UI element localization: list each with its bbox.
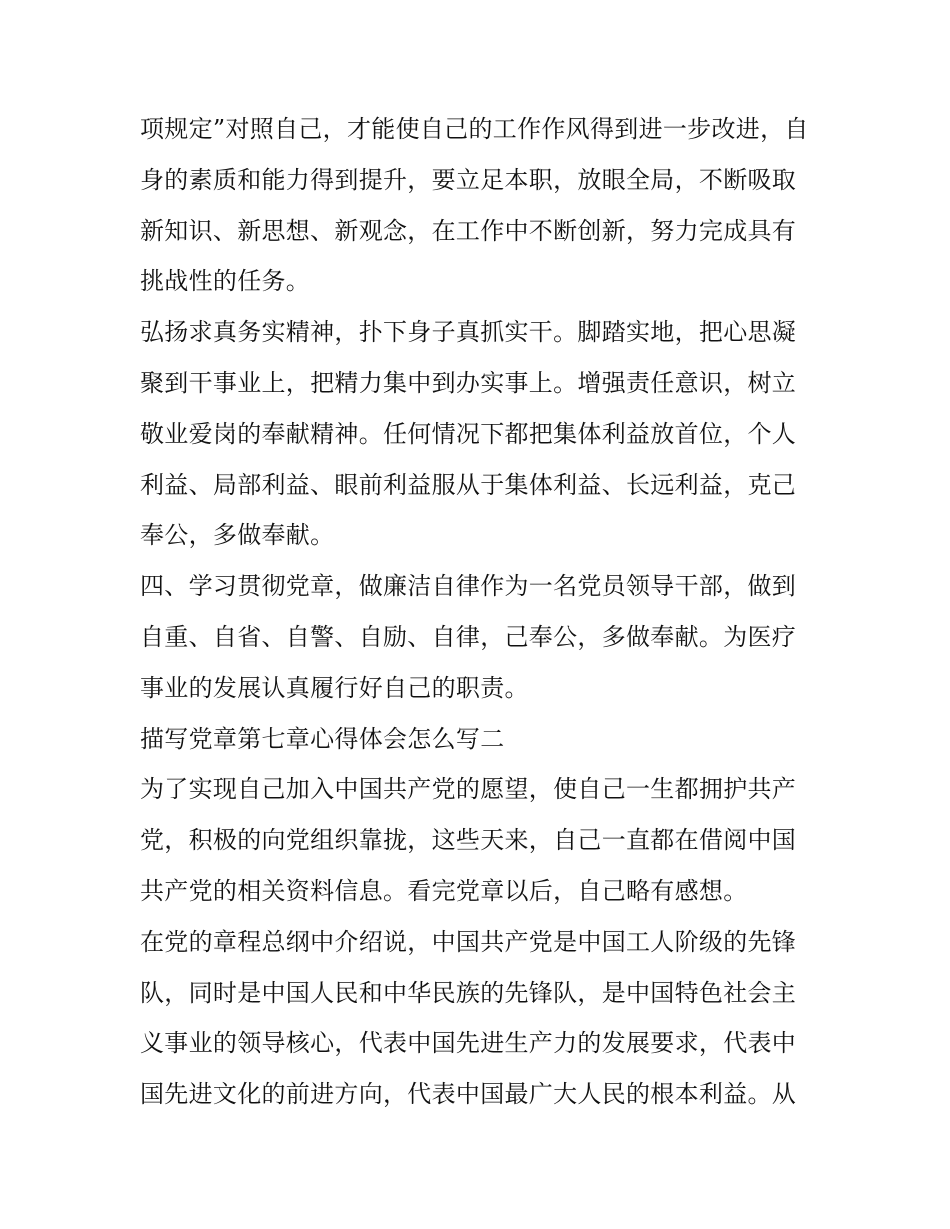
document-body: [140, 104, 815, 1120]
paragraph-2: 弘扬求真务实精神，扑下身子真抓实干。脚踏实地，把心思凝聚到干事业上，把精力集中到办实事上。增强责任意识，树立敬业爱岗的奉献精神。任何情况下都把集体利益放首位，个人利益、局部利益、眼前利益服从于集体利益、长远利益，克己奉公，多做奉献。: [140, 318, 797, 550]
section-heading: 描写党章第七章心得体会怎么写二: [140, 724, 505, 753]
paragraph-5: 在党的章程总纲中介绍说，中国共产党是中国工人阶级的先锋队，同时是中国人民和中华民族的先锋队，是中国特色社会主义事业的领导核心，代表中国先进生产力的发展要求，代表中国先进文化的前进方向，代表中国最广大人民的根本利益。从: [140, 927, 797, 1109]
paragraph-4: 为了实现自己加入中国共产党的愿望，使自己一生都拥护共产党，积极的向党组织靠拢，这些天来，自己一直都在借阅中国共产党的相关资料信息。看完党章以后，自己略有感想。: [140, 775, 797, 905]
paragraph-3: 四、学习贯彻党章，做廉洁自律作为一名党员领导干部，做到自重、自省、自警、自励、自律，己奉公，多做奉献。为医疗事业的发展认真履行好自己的职责。: [140, 572, 797, 702]
paragraph-1: 项规定”对照自己，才能使自己的工作作风得到进一步改进，自身的素质和能力得到提升，要立足本职，放眼全局，不断吸取新知识、新思想、新观念，在工作中不断创新，努力完成具有挑战性的任务。: [140, 115, 809, 296]
